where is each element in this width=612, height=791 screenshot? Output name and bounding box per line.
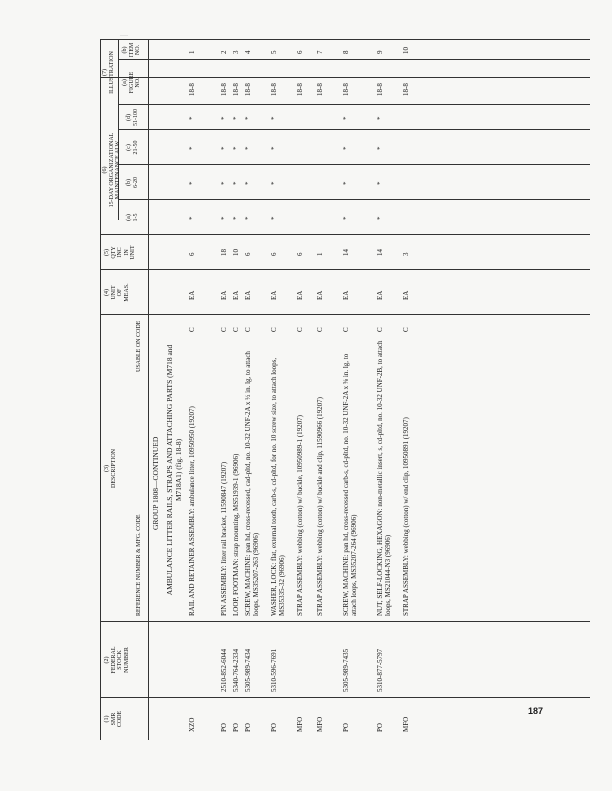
cell-unit: EA — [270, 290, 278, 300]
col-divider — [100, 234, 590, 235]
cell-item: 7 — [316, 50, 324, 54]
parts-list-table — [70, 40, 590, 740]
illus-subcol-divider — [118, 59, 590, 60]
cell-desc: LOOP, FOOTMAN: strap mounting, MS51939-1 (96906) — [232, 453, 240, 616]
cell-qty: 10 — [232, 249, 240, 256]
cell-unit: EA — [244, 290, 252, 300]
cell-a: * — [342, 216, 350, 220]
cell-fig: 18-8 — [244, 83, 252, 96]
cell-b: * — [244, 181, 252, 185]
cell-qty: 14 — [376, 249, 384, 256]
cell-c: * — [376, 146, 384, 150]
cell-smr: MFO — [402, 716, 410, 732]
cell-usable: C — [220, 327, 228, 332]
header-alw-c: (c) 21-50 — [126, 140, 139, 155]
cell-d: * — [220, 116, 228, 120]
header-illustration: (7) ILLUSTRATION — [102, 51, 115, 94]
cell-fig: 18-8 — [270, 83, 278, 96]
cell-usable: C — [296, 327, 304, 332]
header-smr-code: (1) SMR CODE — [104, 710, 124, 728]
cell-desc: PIN ASSEMBLY: litter rail bracket, 11590847 (19207) — [220, 461, 228, 616]
cell-fig: 18-8 — [296, 83, 304, 96]
cell-b: * — [376, 181, 384, 185]
cell-a: * — [244, 216, 252, 220]
cell-d: * — [188, 116, 196, 120]
header-maintenance-alw: (6) 15-DAY ORGANIZATIONAL MAINTENANCE ALW — [102, 132, 122, 208]
cell-fsn: 5305-989-7434 — [244, 648, 252, 692]
cell-unit: EA — [188, 290, 196, 300]
header-alw-b: (b) 6-20 — [126, 177, 139, 188]
cell-d: * — [376, 116, 384, 120]
cell-usable: C — [188, 327, 196, 332]
cell-item: 4 — [244, 50, 252, 54]
cell-item: 3 — [232, 50, 240, 54]
cell-smr: XZO — [188, 717, 196, 732]
cell-qty: 6 — [244, 252, 252, 256]
scan-margin-mark: — — [120, 30, 128, 39]
header-bottom-rule — [148, 40, 149, 740]
header-top-rule — [100, 40, 101, 740]
cell-fsn: 5340-764-2334 — [232, 648, 240, 692]
section-title: AMBULANCE LITTER RAILS, STRAPS AND ATTACHING PARTS (M718 and M718A1) (fig. 18-8) — [165, 344, 183, 596]
cell-a: * — [270, 216, 278, 220]
cell-item: 1 — [188, 50, 196, 54]
cell-desc: RAIL AND RETAINER ASSEMBLY: ambulance litter, 10950950 (19207) — [188, 406, 196, 616]
header-unit-of-meas: (4) UNIT OF MEAS. — [104, 283, 130, 302]
cell-desc: STRAP ASSEMBLY: webbing (cotton) w/ buckle, 10950989-1 (19207) — [296, 414, 304, 616]
cell-qty: 6 — [188, 252, 196, 256]
cell-usable: C — [244, 327, 252, 332]
cell-a: * — [376, 216, 384, 220]
cell-qty: 14 — [342, 249, 350, 256]
cell-fsn: 2510-852-6044 — [220, 648, 228, 692]
alw-subcol-divider — [118, 104, 590, 105]
cell-smr: PO — [232, 723, 240, 732]
cell-unit: EA — [342, 290, 350, 300]
page-number: 187 — [528, 706, 544, 716]
cell-usable: C — [376, 327, 384, 332]
cell-b: * — [232, 181, 240, 185]
col-divider — [100, 697, 590, 698]
cell-d: * — [342, 116, 350, 120]
cell-c: * — [220, 146, 228, 150]
cell-smr: PO — [376, 723, 384, 732]
cell-desc: STRAP ASSEMBLY: webbing (cotton) w/ buckle and clip, 11590966 (19207) — [316, 396, 324, 616]
cell-c: * — [270, 146, 278, 150]
cell-smr: PO — [220, 723, 228, 732]
header-alw-a: (a) 1-5 — [126, 213, 139, 222]
header-item-no: (b) ITEM NO. — [122, 42, 142, 58]
cell-smr: PO — [244, 723, 252, 732]
cell-desc: SCREW, MACHINE: pan hd, cross-recessed, cad-pltd, no. 10-32 UNF-2A x ½ in. lg, to attach loops, MS35207-263 (96906) — [244, 351, 261, 616]
header-reference-number: REFERENCE NUMBER & MFG. CODE — [136, 514, 142, 616]
cell-fig: 18-8 — [342, 83, 350, 96]
cell-fsn: 5310-877-5797 — [376, 648, 384, 692]
cell-item: 10 — [402, 47, 410, 54]
cell-fig: 18-8 — [402, 83, 410, 96]
cell-qty: 18 — [220, 249, 228, 256]
col-divider — [100, 269, 590, 270]
cell-fig: 18-8 — [188, 83, 196, 96]
cell-b: * — [270, 181, 278, 185]
cell-a: * — [232, 216, 240, 220]
header-description: (3) DESCRIPTION — [104, 449, 117, 489]
alw-subcol-divider — [118, 199, 590, 200]
alw-subcol-divider — [118, 129, 590, 130]
cell-qty: 6 — [296, 252, 304, 256]
cell-usable: C — [270, 327, 278, 332]
cell-b: * — [188, 181, 196, 185]
col-divider — [100, 77, 590, 78]
cell-b: * — [220, 181, 228, 185]
cell-fsn: 5305-989-7435 — [342, 648, 350, 692]
cell-qty: 6 — [270, 252, 278, 256]
header-usable-on-code: USABLE ON CODE — [136, 320, 142, 372]
cell-d: * — [232, 116, 240, 120]
cell-item: 6 — [296, 50, 304, 54]
cell-desc: SCREW, MACHINE: pan hd, cross-recessed carb-s, cd-pltd, no. 10-32 UNF-2A x ⅝ in. lg, to attach loops, MS35207-264 (96906) — [342, 353, 359, 616]
cell-fsn: 5310-596-7691 — [270, 648, 278, 692]
cell-fig: 18-8 — [220, 83, 228, 96]
cell-fig: 18-8 — [376, 83, 384, 96]
cell-desc: NUT, SELF-LOCKING, HEXAGON: non-metallic insert, s, cd-pltd, no. 10-32 UNF-2B, to attach loops, MS21044-N3 (96906) — [376, 340, 393, 616]
cell-c: * — [244, 146, 252, 150]
cell-usable: C — [342, 327, 350, 332]
cell-item: 2 — [220, 50, 228, 54]
header-qty-inc-in-unit: (5) QTY INC IN UNIT — [104, 245, 137, 260]
cell-a: * — [220, 216, 228, 220]
cell-smr: MFO — [316, 716, 324, 732]
cell-qty: 1 — [316, 252, 324, 256]
header-figure-no: (a) FIGURE NO. — [122, 71, 142, 94]
cell-a: * — [188, 216, 196, 220]
cell-unit: EA — [232, 290, 240, 300]
cell-usable: C — [316, 327, 324, 332]
cell-item: 9 — [376, 50, 384, 54]
cell-smr: MFO — [296, 716, 304, 732]
col-divider — [100, 621, 590, 622]
cell-desc: STRAP ASSEMBLY: webbing (cotton) w/ end clip, 10950891 (19207) — [402, 417, 410, 616]
cell-unit: EA — [376, 290, 384, 300]
cell-unit: EA — [316, 290, 324, 300]
cell-qty: 3 — [402, 252, 410, 256]
header-federal-stock-number: (2) FEDERAL STOCK NUMBER — [104, 646, 130, 674]
cell-item: 8 — [342, 50, 350, 54]
cell-unit: EA — [296, 290, 304, 300]
cell-smr: PO — [270, 723, 278, 732]
alw-subcol-divider — [118, 164, 590, 165]
cell-unit: EA — [402, 290, 410, 300]
cell-item: 5 — [270, 50, 278, 54]
col-divider — [100, 314, 590, 315]
cell-fig: 18-8 — [316, 83, 324, 96]
group-title: GROUP 1808—CONTINUED — [151, 436, 160, 530]
cell-unit: EA — [220, 290, 228, 300]
cell-c: * — [188, 146, 196, 150]
cell-smr: PO — [342, 723, 350, 732]
cell-usable: C — [232, 327, 240, 332]
col-divider — [100, 39, 590, 40]
cell-usable: C — [402, 327, 410, 332]
cell-d: * — [270, 116, 278, 120]
cell-c: * — [232, 146, 240, 150]
header-alw-d: (d) 51-100 — [126, 109, 139, 126]
cell-b: * — [342, 181, 350, 185]
cell-desc: WASHER, LOCK: flat, external tooth, carb-s, cd-pltd, for no. 10 screw size, to attach loops, MS35335-32 (96906) — [270, 357, 287, 616]
cell-fig: 18-8 — [232, 83, 240, 96]
cell-d: * — [244, 116, 252, 120]
cell-c: * — [342, 146, 350, 150]
